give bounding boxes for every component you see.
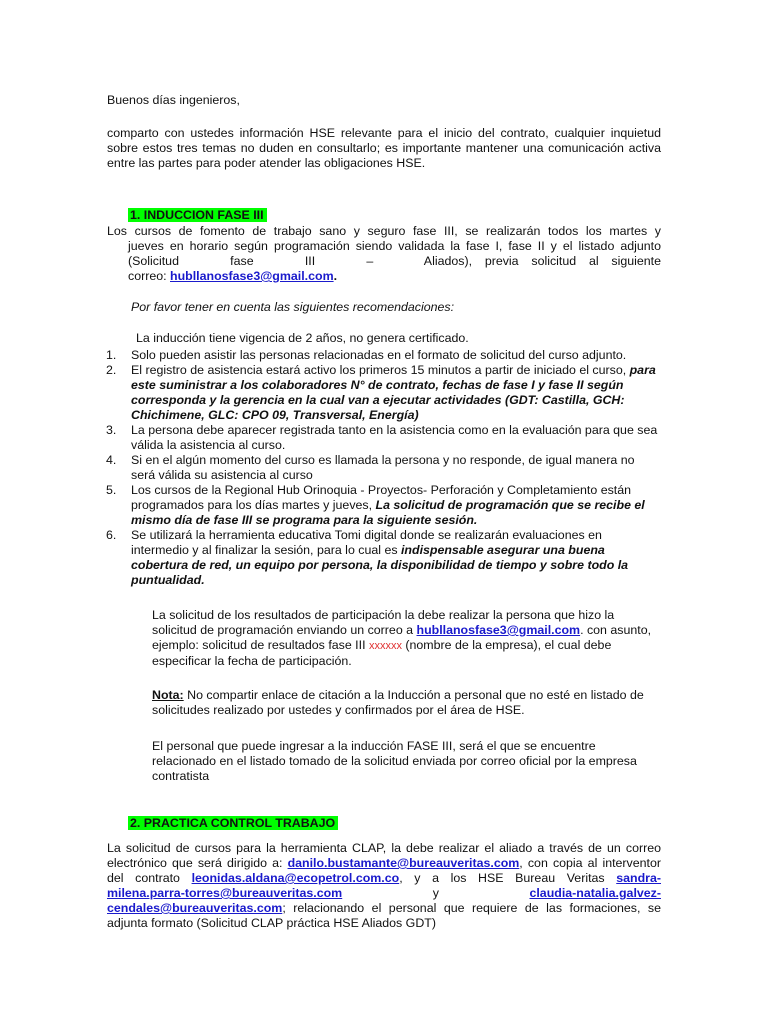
item-text: La persona debe aparecer registrada tanto en la asistencia como en la evaluación para que sea válida la asistencia al curso.	[131, 423, 658, 452]
item-text: Si en el algún momento del curso es llamada la persona y no responde, de igual manera no será válida su asistencia al curso	[131, 453, 635, 482]
item-number: 4.	[106, 453, 117, 467]
list-item	[106, 348, 661, 363]
section1-line: (Solicitud fase III – Aliados), previa solicitud al siguiente	[128, 254, 661, 268]
nota-label: Nota:	[152, 688, 184, 702]
item-number: 1.	[106, 348, 117, 362]
item-number: 5.	[106, 483, 117, 497]
section1-line	[107, 269, 661, 284]
results-paragraph	[152, 608, 662, 669]
nota-text: No compartir enlace de citación a la Inducción a personal que no esté en listado de solicitudes realizado por ustedes y confirmados por el área de HSE.	[152, 688, 644, 717]
claudia-email-link[interactable]: claudia-natalia.galvez-cendales@bureauveritas.com	[107, 886, 661, 915]
list-item	[106, 483, 661, 528]
sandra-email-link[interactable]: sandra-milena.parra-torres@bureauveritas.com	[107, 871, 661, 900]
section2-text: y	[342, 886, 530, 900]
list-item	[106, 423, 661, 453]
item-number: 6.	[106, 528, 117, 542]
item-number: 2.	[106, 363, 117, 377]
section2-text: La solicitud de cursos para la herramienta CLAP, la debe realizar el aliado a través de un correo electrónico que será dirigido a:	[107, 841, 661, 870]
results-text: La solicitud de los resultados de participación la debe realizar la persona que hizo la solicitud de programación enviando un correo a	[152, 608, 615, 637]
item-number: 3.	[106, 423, 117, 437]
item-bold-text: indispensable asegurar una buena cobertura de red, un equipo por persona, la disponibilidad de tiempo y sobre todo la puntualidad.	[131, 543, 629, 587]
section2-heading-row	[107, 816, 661, 831]
section2-paragraph	[107, 841, 661, 931]
section1-paragraph	[107, 224, 661, 284]
list-item	[106, 363, 661, 423]
section1-line: jueves en horario según programación siendo validada la fase I, fase II y el listado adjunto	[128, 239, 661, 253]
results-text: (nombre de la empresa), el cual debe especificar la fecha de participación.	[152, 638, 612, 668]
recommendations-note: Por favor tener en cuenta las siguientes recomendaciones:	[131, 300, 455, 314]
intro-paragraph: comparto con ustedes información HSE relevante para el inicio del contrato, cualquier inquietud sobre estos tres temas no duden en consultarlo; es importante mantener una comunicación activa entre las partes para poder atender las obligaciones HSE.	[107, 126, 661, 170]
period: .	[333, 269, 338, 283]
item-text: Los cursos de la Regional Hub Orinoquia - Proyectos- Perforación y Completamiento están programados para los días martes y jueves,	[131, 483, 632, 512]
item-text: Solo pueden asistir las personas relacionadas en el formato de solicitud del curso adjunto.	[131, 348, 627, 362]
section2-heading: 2. PRACTICA CONTROL TRABAJO	[128, 816, 338, 830]
list-item	[106, 453, 661, 483]
section1-heading-row	[107, 208, 661, 223]
placeholder-code: xxxxxx	[368, 640, 402, 652]
section2-text: ; relacionando el personal que requiere de las formaciones, se adjunta formato (Solicitud CLAP práctica HSE Aliados GDT)	[107, 901, 661, 930]
item-bold-text: para este suministrar a los colaboradores N° de contrato, fechas de fase I y fase II según corresponda y la gerencia en la cual van a ejecutar actividades (GDT: Castilla, GCH: Chichimene, GLC: CPO 09, Transversal, Energía)	[131, 363, 656, 422]
personal-paragraph: El personal que puede ingresar a la inducción FASE III, será el que se encuentre relacionado en el listado tomado de la solicitud enviada por correo oficial por la empresa contratista	[152, 739, 637, 783]
results-text: . con asunto, ejemplo: solicitud de resultados fase III	[152, 623, 652, 652]
results-email-link[interactable]: hubllanosfase3@gmail.com	[416, 623, 581, 637]
item-text: Se utilizará la herramienta educativa Tomi digital donde se realizarán evaluaciones en intermedio y al finalizar la sesión, para lo cual es	[131, 528, 602, 557]
section2-text: , con copia al interventor del contrato	[107, 856, 661, 885]
section1-heading: 1. INDUCCION FASE III	[128, 208, 267, 222]
item-text: El registro de asistencia estará activo los primeros 15 minutos a partir de iniciado el curso,	[131, 363, 630, 377]
correo-label: correo:	[128, 269, 171, 283]
vigencia-note: La inducción tiene vigencia de 2 años, no genera certificado.	[136, 331, 469, 345]
list-item	[106, 528, 661, 588]
hub-email-link[interactable]: hubllanosfase3@gmail.com	[170, 269, 334, 283]
greeting: Buenos días ingenieros,	[107, 93, 240, 107]
danilo-email-link[interactable]: danilo.bustamante@bureauveritas.com	[287, 856, 520, 870]
section1-line: Los cursos de fomento de trabajo sano y seguro fase III, se realizarán todos los martes y	[107, 224, 661, 238]
nota-paragraph	[152, 688, 662, 718]
leonidas-email-link[interactable]: leonidas.aldana@ecopetrol.com.co	[191, 871, 400, 885]
item-bold-text: La solicitud de programación que se recibe el mismo día de fase III se programa para la siguiente sesión.	[131, 498, 645, 527]
section2-text: , y a los HSE Bureau Veritas	[399, 871, 617, 885]
